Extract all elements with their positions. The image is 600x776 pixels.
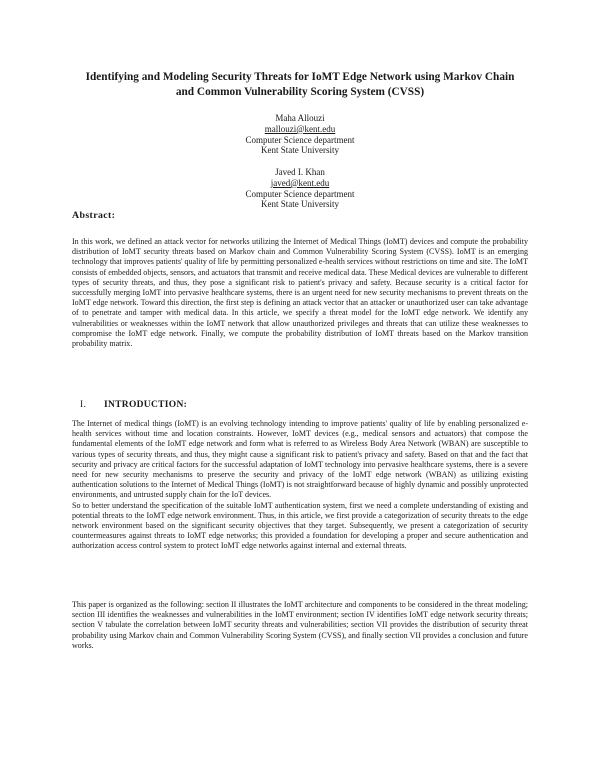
author-block-2 <box>150 167 450 210</box>
intro-paragraph-3: This paper is organized as the following: section II illustrates the IoMT architecture and components to be considered in the threat modeling; section III identifies the weaknesses and vulnerabilities in the IoMT environment; section IV identifies IoMT edge network security threats; section V tabulate the correlation between IoMT security threats and vulnerabilities; section VII provides the distribution of security threat probability using Markov chain and Common Vulnerability Scoring System (CVSS), and finally section VII provides a conclusion and future works. <box>72 600 528 650</box>
author-university: Kent State University <box>261 199 339 210</box>
title-line-1: Identifying and Modeling Security Threats for IoMT Edge Network using Markov Chain <box>85 71 515 83</box>
abstract-body <box>72 237 528 349</box>
section-number: I. <box>80 400 87 410</box>
introduction-body <box>72 419 528 552</box>
section-title: INTRODUCTION: <box>104 400 188 410</box>
author-email-link[interactable]: mallouzi@kent.edu <box>264 123 336 134</box>
author-department: Computer Science department <box>245 134 355 145</box>
title-line-2: and Common Vulnerability Scoring System (CVSS) <box>175 86 425 98</box>
author-name: Javed I. Khan <box>275 167 325 177</box>
intro-paragraph-1: The Internet of medical things (IoMT) is an evolving technology intending to improve patients' quality of life by enabling personalized e-health services without time and location constraints. However, IoMT devices (e.g., medical sensors and actuators) that compose the fundamental elements of the IoMT edge network and form what is referred to as Wireless Body Area Network (WBAN) are susceptible to various types of security threats, and thus, they might cause a significant risk to patient's privacy and safety. Based on that and the fact that security and privacy are critical factors for the successful adaptation of IoMT technology into pervasive healthcare systems, there is a severe need for new security mechanisms to preserve the security and privacy of the IoMT edge network (WBAN) as utilizing existing authentication solutions to the Internet of Medical Things (IoMT) is not straightforward because of highly dynamic and possibly unprotected environments, and untrusted supply chain for the IoT devices. <box>72 419 528 500</box>
section-heading-introduction <box>80 400 187 410</box>
author-name: Maha Allouzi <box>275 113 325 123</box>
author-university: Kent State University <box>261 145 339 156</box>
organization-paragraph-block <box>72 600 528 651</box>
paper-title <box>60 70 540 100</box>
abstract-heading: Abstract: <box>72 210 116 221</box>
author-block-1 <box>150 113 450 156</box>
intro-paragraph-2: So to better understand the specification of the suitable IoMT authentication system, first we need a complete understanding of existing and potential threats to the IoMT edge network environment. Thus, in this article, we first provide a categorization of security threats to the edge network environment based on the significant security objectives that they target. Subsequently, we present a categorization of security countermeasures against threats to IoMT edge networks; this provided a foundation for developing a proper and secure authentication and authorization access control system to protect IoMT edge networks against internal and external threats. <box>72 500 528 551</box>
abstract-paragraph: In this work, we defined an attack vector for networks utilizing the Internet of Medical Things (IoMT) devices and compute the probability distribution of IoMT security threats based on Markov chain and Common Vulnerability Scoring System (CVSS). IoMT is an emerging technology that improves patients' quality of life by permitting personalized e-health services without restrictions on time and site. The IoMT consists of embedded objects, sensors, and actuators that transmit and receive medical data. These Medical devices are vulnerable to different types of security threats, and thus, they pose a significant risk to patient's privacy and safety. Because security is a critical factor for successfully merging IoMT into pervasive healthcare systems, there is an urgent need for new security mechanisms to prevent threats on the IoMT edge network. Toward this direction, the first step is defining an attack vector that an attacker or unauthorized user can take advantage of to penetrate and tamper with medical data. In this article, we specify a threat model for the IoMT edge network. We identify any vulnerabilities or weaknesses within the IoMT network that allow unauthorized privileges and threats that can utilize these weaknesses to compromise the IoMT edge network. Finally, we compute the probability distribution of IoMT threats based on the Markov transition probability matrix. <box>72 237 528 349</box>
author-department: Computer Science department <box>245 188 355 199</box>
author-email-link[interactable]: javed@kent.edu <box>270 177 330 188</box>
